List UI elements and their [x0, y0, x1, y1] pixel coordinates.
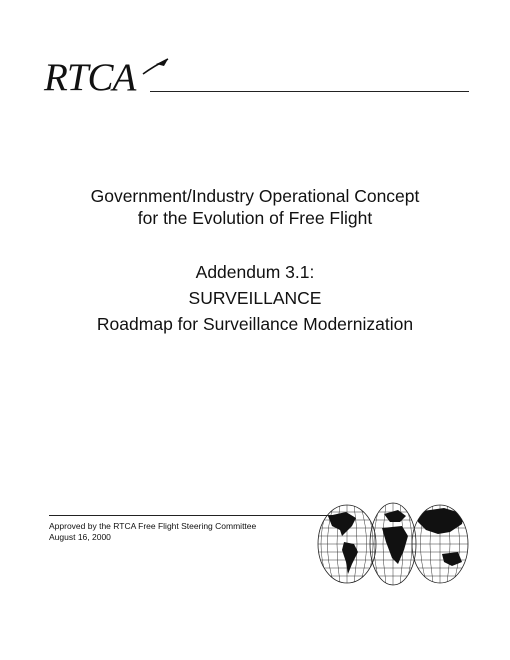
addendum-subtitle: Roadmap for Surveillance Modernization	[96, 314, 414, 334]
airplane-swoosh-icon	[142, 57, 170, 77]
document-title	[0, 185, 510, 229]
title-line-1: Government/Industry Operational Concept	[90, 186, 420, 206]
world-map-globe-icon	[316, 502, 470, 586]
title-line-2: for the Evolution of Free Flight	[137, 208, 373, 228]
footer-rule	[49, 515, 339, 516]
addendum-heading	[0, 259, 510, 337]
addendum-number: Addendum 3.1:	[195, 262, 315, 282]
approval-note	[49, 521, 256, 543]
addendum-subject: SURVEILLANCE	[188, 288, 322, 308]
approval-date: August 16, 2000	[49, 532, 111, 542]
header-rule	[150, 91, 469, 92]
logo-wordmark: RTCA	[44, 56, 136, 99]
rtca-logo	[44, 55, 174, 100]
approval-text: Approved by the RTCA Free Flight Steering Committee	[49, 521, 257, 531]
